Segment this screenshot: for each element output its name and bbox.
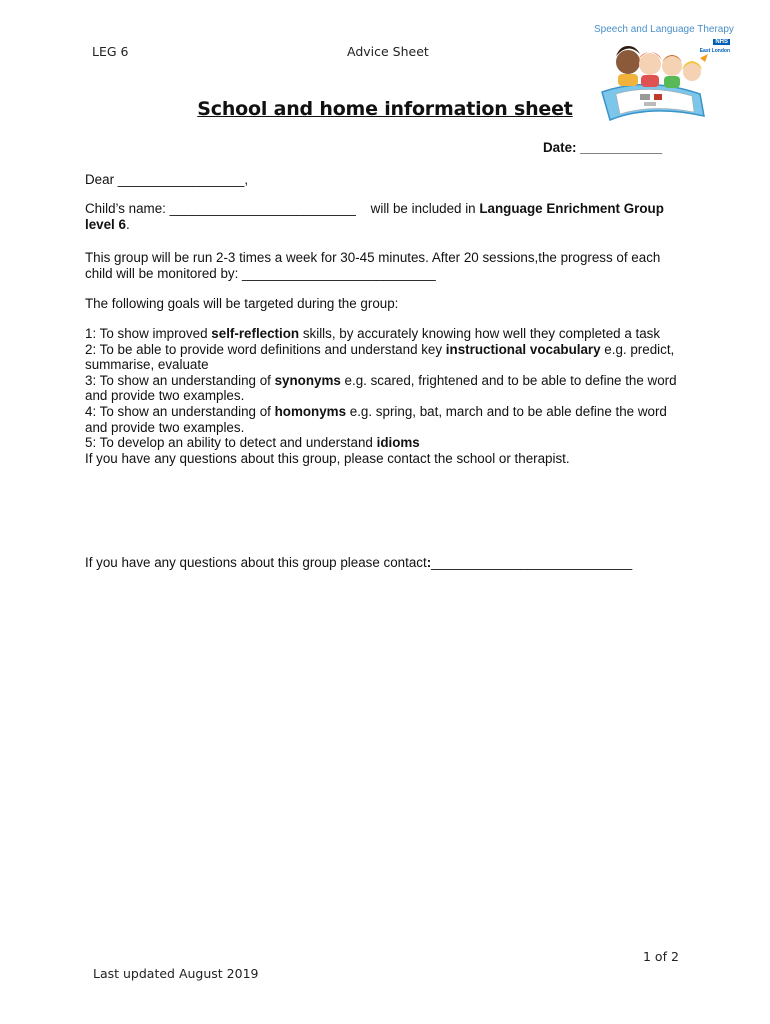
goal-keyword: idioms bbox=[376, 435, 420, 451]
goal-item bbox=[85, 326, 677, 342]
goal-text: 3: To show an understanding of bbox=[85, 372, 275, 388]
child-name-paragraph bbox=[85, 201, 665, 232]
goal-text: e.g. predict, summarise, evaluate bbox=[85, 341, 675, 373]
goals-list bbox=[85, 326, 677, 466]
nhs-badge-sub: East London bbox=[699, 48, 730, 54]
goals-intro: The following goals will be targeted during the group: bbox=[85, 296, 399, 311]
contact-line bbox=[85, 555, 705, 571]
goal-keyword: self-reflection bbox=[211, 326, 300, 341]
questions-line: If you have any questions about this group, please contact the school or therapist. bbox=[85, 450, 570, 466]
date-label: Date: bbox=[543, 140, 577, 155]
logo-text: Speech and Language Therapy bbox=[594, 24, 734, 35]
page-title: School and home information sheet bbox=[197, 98, 573, 120]
contact-blank: ___________________________ bbox=[431, 555, 633, 570]
goal-keyword: homonyms bbox=[274, 403, 347, 419]
goal-keyword: synonyms bbox=[274, 372, 341, 388]
contact-colon: : bbox=[426, 555, 432, 570]
goal-item bbox=[85, 373, 677, 404]
goal-text: 2: To be able to provide word definitions and understand key bbox=[85, 341, 446, 357]
goal-keyword: instructional vocabulary bbox=[445, 341, 601, 357]
salutation: Dear _________________, bbox=[85, 172, 249, 187]
header-leg-label: LEG 6 bbox=[92, 44, 129, 59]
goal-text: 4: To show an understanding of bbox=[85, 403, 275, 419]
page-number: 1 of 2 bbox=[643, 949, 679, 964]
goal-text: skills, by accurately knowing how well they completed a task bbox=[299, 326, 661, 341]
goal-text: 5: To develop an ability to detect and understand bbox=[85, 435, 377, 451]
run-paragraph: This group will be run 2-3 times a week for 30-45 minutes. After 20 sessions,the progress of each child will be monitored by: __________________________ bbox=[85, 250, 661, 281]
child-name-suffix: . bbox=[125, 216, 130, 232]
goal-item bbox=[85, 342, 677, 373]
goal-text: e.g. scared, frightened and to be able to define the word and provide two examples. bbox=[85, 372, 677, 404]
group-name: Language Enrichment Group level 6 bbox=[85, 201, 664, 232]
goal-item bbox=[85, 435, 677, 451]
date-blank: ___________ bbox=[580, 140, 663, 155]
header-advice-sheet: Advice Sheet bbox=[347, 44, 429, 59]
child-name-middle: will be included in bbox=[370, 201, 476, 216]
goal-text: e.g. spring, bat, march and to be able define the word and provide two examples. bbox=[85, 403, 667, 435]
child-name-prefix: Child’s name: _________________________ bbox=[85, 201, 356, 216]
last-updated: Last updated August 2019 bbox=[93, 966, 259, 981]
nhs-badge-label: NHS bbox=[715, 39, 728, 45]
date-line bbox=[543, 140, 683, 156]
goal-text: 1: To show improved bbox=[85, 326, 212, 341]
contact-text: If you have any questions about this group please contact bbox=[85, 555, 427, 570]
goal-item bbox=[85, 404, 677, 435]
